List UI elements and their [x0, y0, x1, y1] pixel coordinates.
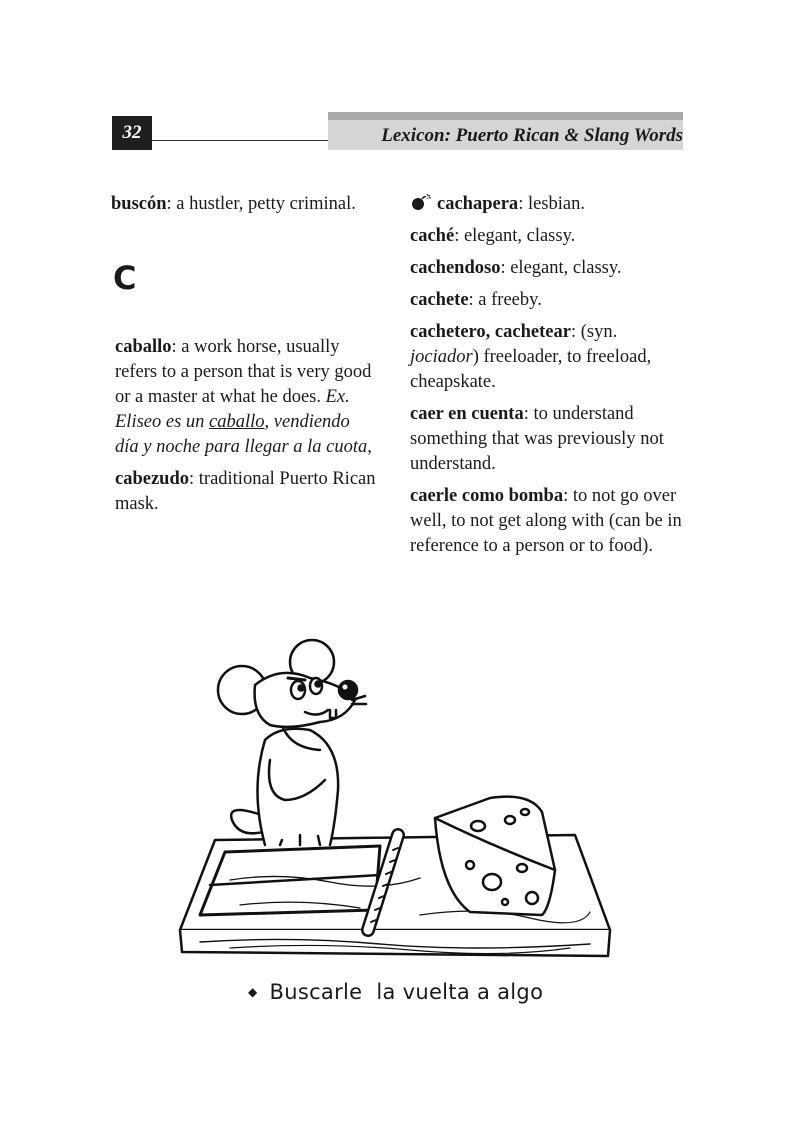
entry-term: caché [410, 226, 455, 246]
entry-definition: : a hustler, petty criminal. [166, 194, 356, 214]
entry-cabezudo [115, 467, 376, 517]
entry-definition: : a freeby. [468, 290, 542, 310]
entry-term: cabezudo [115, 469, 189, 489]
entry-definition: : a work horse, usually refers to a person that is very good or a master at what he does. [115, 337, 372, 407]
example-label: Ex. [325, 387, 350, 407]
entry-term: cachetero, cachetear [410, 322, 571, 342]
entry-term: cachete [410, 290, 469, 310]
entry-definition: : elegant, classy. [500, 258, 622, 278]
entry-definition: : (syn. [570, 322, 618, 342]
right-column [410, 192, 690, 566]
entry-caerle-como-bomba [410, 484, 690, 559]
bomb-icon [410, 193, 432, 211]
entry-caballo [115, 335, 376, 460]
mouse-and-mousetrap-illustration [170, 630, 620, 975]
page-number [112, 116, 152, 150]
section-letter: C [113, 259, 137, 297]
entry-term: cachapera [437, 194, 519, 214]
illustration-caption [248, 980, 543, 1004]
example-underlined-word: caballo [209, 412, 265, 432]
running-header-title: Lexicon: Puerto Rican & Slang Words [381, 125, 683, 146]
entry-cachetero [410, 320, 690, 395]
entry-cache [410, 224, 690, 249]
example-text: Eliseo es un [115, 412, 210, 432]
left-column [111, 192, 376, 524]
entry-term: caballo [115, 337, 172, 357]
entry-cachapera [410, 192, 690, 217]
caption-text: Buscarle la vuelta a algo [269, 980, 544, 1004]
entry-term: caerle como bomba [410, 486, 564, 506]
example-text-end: , vendiendo día y noche para llegar a la cuota, [115, 412, 372, 457]
entry-term: buscón [111, 194, 167, 214]
entry-definition: : to understand something that was previously not understand. [410, 404, 664, 474]
entry-definition: : elegant, classy. [454, 226, 576, 246]
entry-definition: : lesbian. [518, 194, 585, 214]
entry-term: caer en cuenta [410, 404, 524, 424]
entry-caer-en-cuenta [410, 402, 690, 477]
caption-bullet: ◆ [248, 985, 258, 999]
entry-definition-end: ) freeloader, to freeload, cheapskate. [410, 347, 652, 392]
entry-cachendoso [410, 256, 690, 281]
page-number-text: 32 [122, 122, 142, 143]
synonym: jociador [410, 347, 473, 367]
entry-definition: : to not go over well, to not get along with (can be in reference to a person or to food). [410, 486, 682, 556]
running-header [328, 112, 683, 150]
entry-buscon [111, 192, 376, 217]
entry-term: cachendoso [410, 258, 501, 278]
header-strip [328, 112, 683, 120]
entry-definition: : traditional Puerto Rican mask. [115, 469, 376, 514]
entry-cachete [410, 288, 690, 313]
